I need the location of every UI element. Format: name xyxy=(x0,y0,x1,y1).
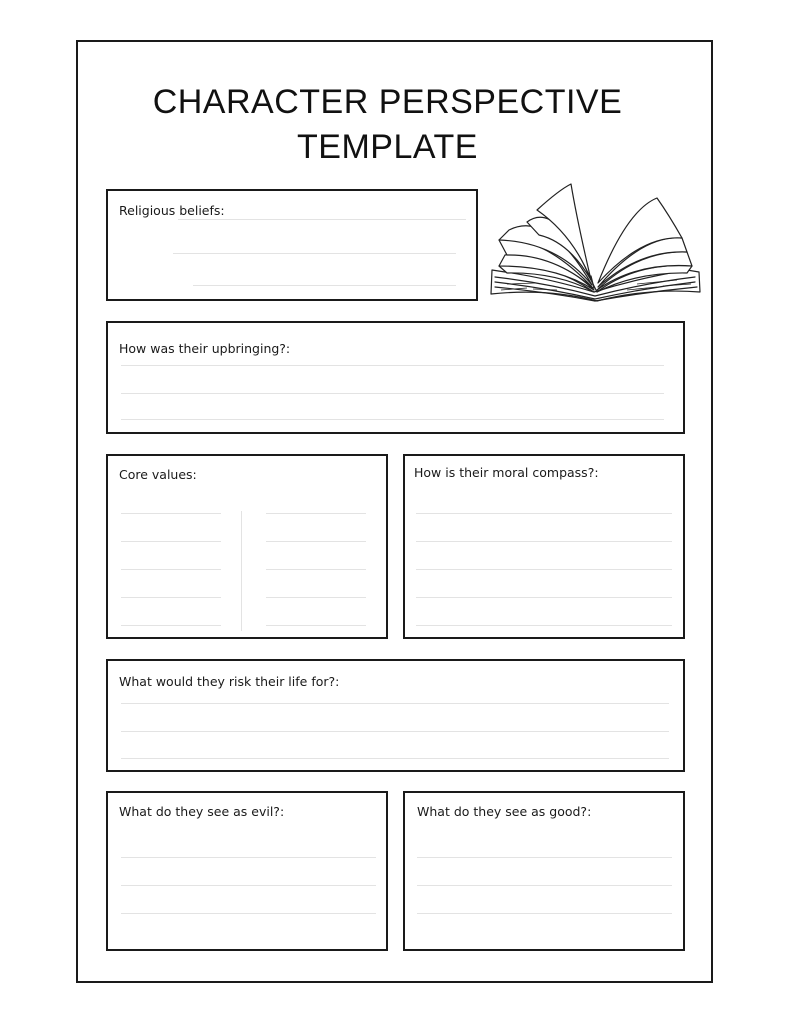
see-as-evil-box xyxy=(106,791,388,951)
risk-life-box xyxy=(106,659,685,772)
writing-line[interactable] xyxy=(121,913,376,914)
writing-line[interactable] xyxy=(416,569,672,570)
writing-line[interactable] xyxy=(121,365,664,366)
moral-compass-label: How is their moral compass?: xyxy=(414,465,599,480)
religious-beliefs-box xyxy=(106,189,478,301)
writing-line[interactable] xyxy=(121,885,376,886)
writing-line[interactable] xyxy=(121,597,221,598)
writing-line[interactable] xyxy=(121,513,221,514)
writing-line[interactable] xyxy=(266,541,366,542)
upbringing-box xyxy=(106,321,685,434)
writing-line[interactable] xyxy=(417,857,672,858)
moral-compass-box xyxy=(403,454,685,639)
writing-line[interactable] xyxy=(416,513,672,514)
writing-line[interactable] xyxy=(266,597,366,598)
writing-line[interactable] xyxy=(266,513,366,514)
writing-line[interactable] xyxy=(178,219,466,220)
open-book-icon xyxy=(487,180,705,305)
core-values-label: Core values: xyxy=(119,467,197,482)
writing-line[interactable] xyxy=(416,541,672,542)
writing-line[interactable] xyxy=(266,625,366,626)
writing-line[interactable] xyxy=(121,731,669,732)
writing-line[interactable] xyxy=(121,419,664,420)
writing-line[interactable] xyxy=(173,253,456,254)
writing-line[interactable] xyxy=(416,625,672,626)
page-title xyxy=(100,80,675,170)
writing-line[interactable] xyxy=(193,285,456,286)
title-line-2: TEMPLATE xyxy=(297,128,478,166)
see-as-evil-label: What do they see as evil?: xyxy=(119,804,285,819)
writing-line[interactable] xyxy=(416,597,672,598)
writing-line[interactable] xyxy=(121,857,376,858)
see-as-good-box xyxy=(403,791,685,951)
writing-line[interactable] xyxy=(121,569,221,570)
writing-line[interactable] xyxy=(121,703,669,704)
writing-line[interactable] xyxy=(121,758,669,759)
see-as-good-label: What do they see as good?: xyxy=(417,804,592,819)
writing-line[interactable] xyxy=(121,393,664,394)
writing-line[interactable] xyxy=(417,913,672,914)
writing-line[interactable] xyxy=(121,625,221,626)
risk-life-label: What would they risk their life for?: xyxy=(119,674,340,689)
writing-line[interactable] xyxy=(417,885,672,886)
upbringing-label: How was their upbringing?: xyxy=(119,341,291,356)
writing-line[interactable] xyxy=(266,569,366,570)
column-divider xyxy=(241,511,242,631)
religious-beliefs-label: Religious beliefs: xyxy=(119,203,225,218)
title-line-1: CHARACTER PERSPECTIVE xyxy=(152,83,623,121)
writing-line[interactable] xyxy=(121,541,221,542)
core-values-box xyxy=(106,454,388,639)
